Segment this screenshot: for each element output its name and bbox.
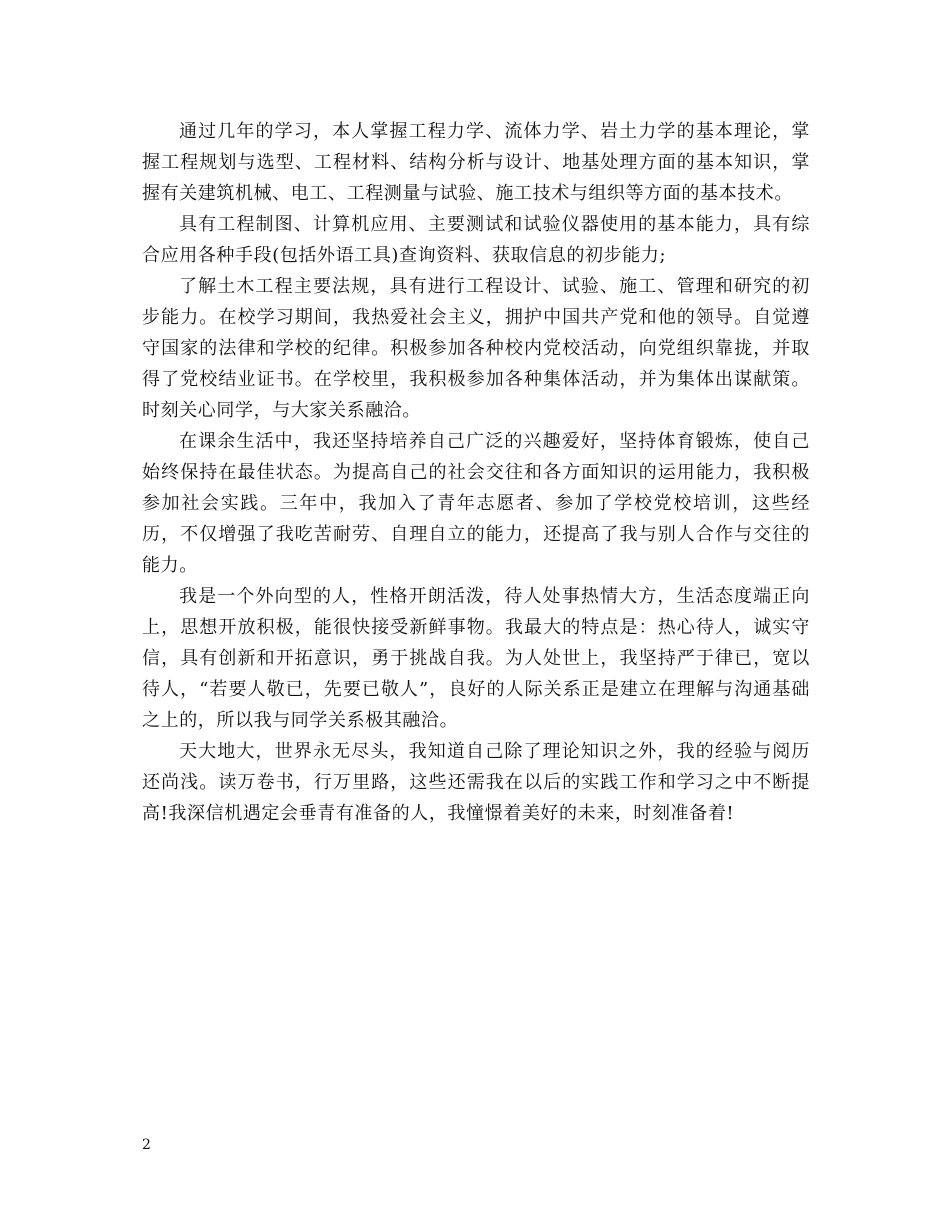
paragraph-study-theory: 通过几年的学习，本人掌握工程力学、流体力学、岩土力学的基本理论，掌握工程规划与选型、工程材料、结构分析与设计、地基处理方面的基本知识，掌握有关建筑机械、电工、工程测量与试验、施工技术与组织等方面的基本技术。 [142, 121, 810, 204]
document-body [142, 116, 810, 829]
paragraph-personality: 我是一个外向型的人，性格开朗活泼，待人处事热情大方，生活态度端正向上，思想开放积极，能很快接受新鲜事物。我最大的特点是：热心待人，诚实守信，具有创新和开拓意识，勇于挑战自我。为人处世上，我坚持严于律已，宽以待人，“若要人敬已，先要已敬人”，良好的人际关系正是建立在理解与沟通基础之上的，所以我与同学关系极其融洽。 [142, 586, 810, 731]
page-number: 2 [142, 1137, 151, 1153]
paragraph-outlook: 天大地大，世界永无尽头，我知道自己除了理论知识之外，我的经验与阅历还尚浅。读万卷书，行万里路，这些还需我在以后的实践工作和学习之中不断提高!我深信机遇定会垂青有准备的人，我憧憬着美好的未来，时刻准备着! [142, 741, 810, 824]
paragraph-extracurricular: 在课余生活中，我还坚持培养自己广泛的兴趣爱好，坚持体育锻炼，使自己始终保持在最佳状态。为提高自己的社会交往和各方面知识的运用能力，我积极参加社会实践。三年中，我加入了青年志愿者、参加了学校党校培训，这些经历，不仅增强了我吃苦耐劳、自理自立的能力，还提高了我与别人合作与交往的能力。 [142, 431, 810, 576]
paragraph-skills: 具有工程制图、计算机应用、主要测试和试验仪器使用的基本能力，具有综合应用各种手段(包括外语工具)查询资料、获取信息的初步能力; [142, 214, 810, 266]
paragraph-regulations-school: 了解土木工程主要法规，具有进行工程设计、试验、施工、管理和研究的初步能力。在校学习期间，我热爱社会主义，拥护中国共产党和他的领导。自觉遵守国家的法律和学校的纪律。积极参加各种校内党校活动，向党组织靠拢，并取得了党校结业证书。在学校里，我积极参加各种集体活动，并为集体出谋献策。时刻关心同学，与大家关系融洽。 [142, 276, 810, 421]
